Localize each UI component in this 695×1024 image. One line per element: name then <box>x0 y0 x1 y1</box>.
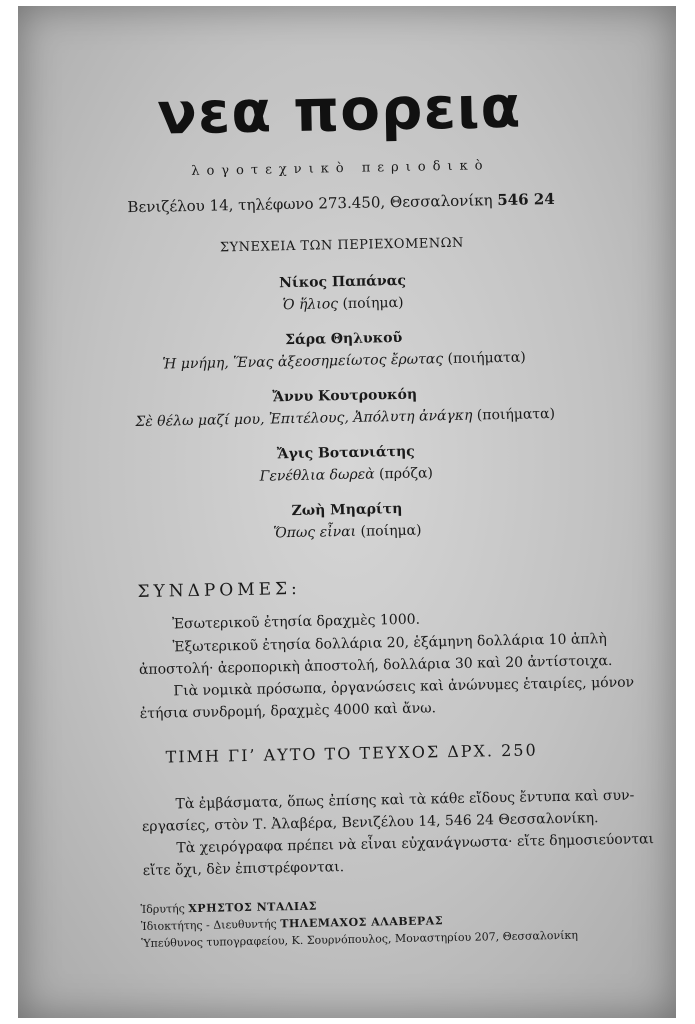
toc-author: Ἄγις Βοτανιάτης <box>276 443 415 463</box>
credit-printer <box>141 929 578 950</box>
subscription-foreign-line: ἀποστολή· ἀεροπορικὴ ἀποστολή, δολλάρια 30 καὶ 20 ἀντίστοιχα. <box>138 652 613 679</box>
credit-role: Ἱδρυτής <box>140 902 185 917</box>
toc-work-title: Ἡ μνήμη, Ἕνας ἀξεοσημείωτος ἔρωτας <box>162 351 444 373</box>
manuscripts-line: εἴτε ὄχι, δὲν ἐπιστρέφονται. <box>142 859 345 879</box>
credit-role: Ἰδιοκτήτης - Διευθυντής <box>140 917 277 934</box>
toc-work-title: Σὲ θέλω μαζί μου, Ἐπιτέλους, Ἀπόλυτη ἀνάγκη <box>135 407 473 431</box>
subscription-legal-line: Γιὰ νομικὰ πρόσωπα, ὀργανώσεις καὶ ἀνώνυμες ἑταιρίες, μόνον <box>173 674 635 700</box>
manuscripts-line: Τὰ χειρόγραφα πρέπει νὰ εἶναι εὐχανάγνωστα· εἴτε δημοσιεύονται <box>176 831 655 857</box>
subscription-legal-line: ἐτήσια συνδρομή, δραχμὲς 4000 καὶ ἄνω. <box>139 700 437 723</box>
credit-founder <box>140 900 317 916</box>
postcode: 546 24 <box>497 189 555 210</box>
toc-work-title: Ὅπως εἶναι <box>273 523 357 542</box>
credit-extra: Μοναστηρίου 207, Θεσσαλονίκη <box>394 928 579 946</box>
magazine-subtitle: λογοτεχνικὸ περιοδικὸ <box>191 158 490 179</box>
toc-author: Ἄννυ Κουτρουκόη <box>272 386 418 406</box>
remittance-line: Τὰ ἐμβάσματα, ὅπως ἐπίσης καὶ τὰ κάθε εἴδους ἔντυπα καὶ συν- <box>175 787 635 813</box>
toc-heading: ΣΥΝΕΧΕΙΑ ΤΩΝ ΠΕΡΙΕΧΟΜΕΝΩΝ <box>219 235 464 256</box>
credit-owner-director <box>141 914 443 933</box>
page-content <box>18 6 676 1018</box>
credit-name: Κ. Σουρνόπουλος, <box>291 932 392 948</box>
magazine-page <box>18 6 676 1018</box>
toc-author: Ζωὴ Μηαρίτη <box>291 500 403 520</box>
remittance-line: εργασίες, στὸν Τ. Ἀλαβέρα, Βενιζέλου 14, 546 24 Θεσσαλονίκη. <box>141 810 599 835</box>
credit-role: Ὑπεύθυνος τυπογραφείου, <box>141 934 289 951</box>
credit-name: ΧΡΗΣΤΟΣ ΝΤΑΛΙΑΣ <box>188 899 318 916</box>
toc-work-title: Ὁ ἥλιος <box>282 296 339 314</box>
publisher-address <box>18 188 670 219</box>
subscriptions-heading: ΣΥΝΔΡΟΜΕΣ: <box>137 578 302 603</box>
toc-author: Νίκος Παπάνας <box>279 272 407 292</box>
toc-work-title: Γενέθλια δωρεὰ <box>259 466 375 485</box>
toc-work-genre: (πρόζα) <box>378 465 434 483</box>
toc-author: Σάρα Θηλυκοῦ <box>284 329 403 349</box>
toc-work-genre: (ποιήματα) <box>476 405 556 424</box>
toc-work-genre: (ποίημα) <box>342 294 404 313</box>
toc-work-genre: (ποιήματα) <box>447 349 526 368</box>
subscription-foreign-line: Ἐξωτερικοῦ ἐτησία δολλάρια 20, ἑξάμηνη δολλάρια 10 ἁπλὴ <box>172 631 607 656</box>
address-text: Βενιζέλου 14, τηλέφωνο 273.450, Θεσσαλονίκη <box>127 191 493 217</box>
issue-price: ΤΙΜΗ ΓΙ’ ΑΥΤΟ ΤΟ ΤΕΥΧΟΣ ΔΡΧ. 250 <box>165 740 538 767</box>
toc-work-genre: (ποίημα) <box>360 522 422 540</box>
subscription-domestic: Ἐσωτερικοῦ ἐτησία δραχμὲς 1000. <box>171 611 421 633</box>
magazine-title: νεα πορεια <box>156 72 522 148</box>
credit-name: ΤΗΛΕΜΑΧΟΣ ΑΛΑΒΕΡΑΣ <box>280 914 444 931</box>
